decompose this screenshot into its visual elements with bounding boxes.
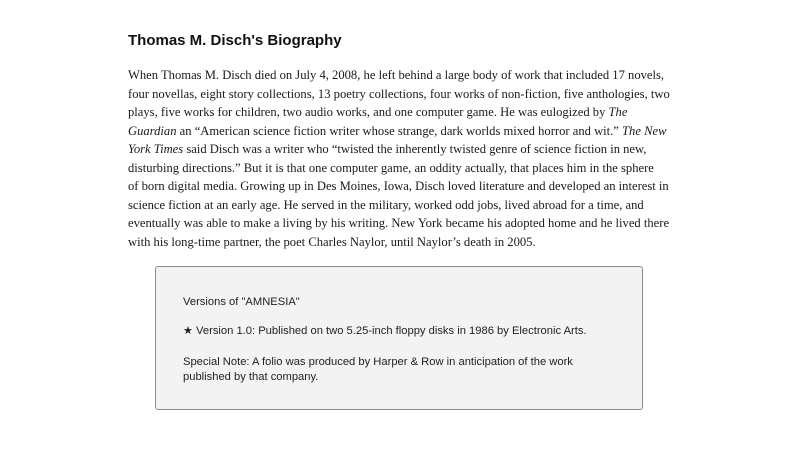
publication-name: The New [622,123,667,138]
bio-line: science fiction at an early age. He served in the military, worked odd jobs, lived abroad for a time, and [128,197,644,212]
versions-heading: Versions of "AMNESIA" [183,296,300,308]
biography-paragraph [128,66,676,251]
versions-box [155,266,643,410]
bio-line [128,140,676,159]
bio-text: an “American science fiction writer whose strange, dark worlds mixed horror and wit.” [179,123,623,138]
bio-text: plays, five works for children, two audio works, and one computer game. He was eulogized by [128,105,609,119]
bio-line [128,103,676,122]
star-icon: ★ [183,325,194,337]
bio-line: four novellas, eight story collections, 13 poetry collections, four works of non-fiction, five anthologies, two [128,86,670,101]
publication-name: The [608,105,628,119]
publication-name: York Times [128,142,184,156]
bio-line: eventually was able to make a living by his writing. New York became his adopted home and he lived there [128,216,670,230]
special-note [183,355,573,385]
bio-line: When Thomas M. Disch died on July 4, 2008, he left behind a large body of work that included 17 novels, [128,68,665,82]
publication-name: Guardian [128,123,177,138]
version-item-text: Version 1.0: Published on two 5.25-inch floppy disks in 1986 by Electronic Arts. [196,325,587,337]
bio-line: of born digital media. Growing up in Des Moines, Iowa, Disch loved literature and developed an interest in [128,179,669,193]
bio-line: disturbing directions.” But it is that one computer game, an oddity actually, that places him in the sphere [128,160,654,175]
bio-line [128,122,676,141]
version-item [183,324,587,339]
bio-line: with his long-time partner, the poet Charles Naylor, until Naylor’s death in 2005. [128,234,536,249]
page-title: Thomas M. Disch's Biography [128,32,342,49]
bio-text: said Disch was a writer who “twisted the inherently twisted genre of science fiction in new, [183,142,647,156]
special-note-line: Special Note: A folio was produced by Harper & Row in anticipation of the work [183,356,573,368]
special-note-line: published by that company. [183,371,319,383]
